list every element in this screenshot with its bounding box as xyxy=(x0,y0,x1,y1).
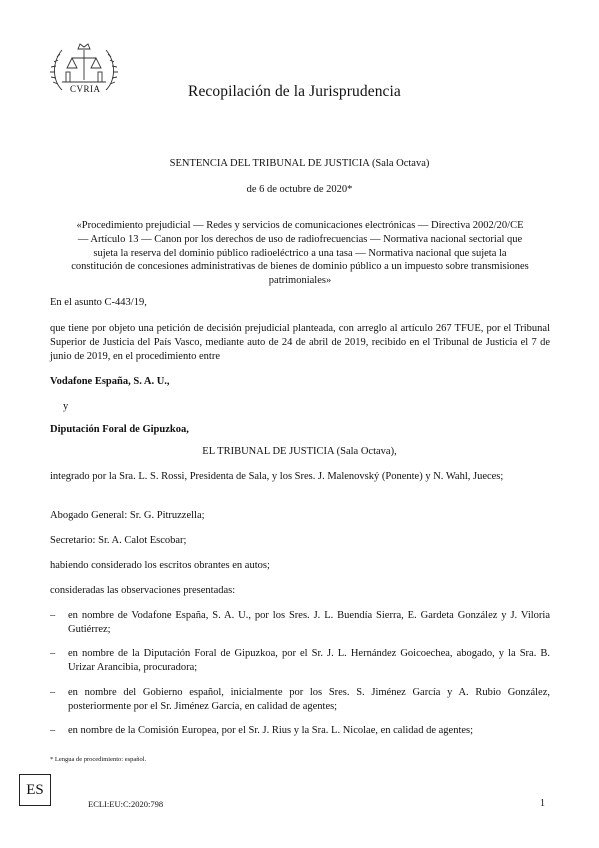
observation-text: en nombre de Vodafone España, S. A. U., por los Sres. J. L. Buendía Sierra, E. Gardeta González y J. Viloria Gutiérrez; xyxy=(68,610,550,635)
list-dash: – xyxy=(50,725,56,736)
intro-paragraph: que tiene por objeto una petición de decisión prejudicial planteada, con arreglo al artículo 267 TFUE, por el Tribunal Superior de Justicia del País Vasco, mediante auto de 24 de abril de 2019, recibido en el Tribunal de Justicia el 7 de junio de 2019, en el procedimiento entre xyxy=(50,323,550,362)
party-defendant: Diputación Foral de Gipuzkoa, xyxy=(50,424,189,435)
publication-title: Recopilación de la Jurisprudencia xyxy=(188,83,401,100)
documents-considered: habiendo considerado los escritos obrantes en autos; xyxy=(50,560,270,571)
list-dash: – xyxy=(50,610,56,621)
list-dash: – xyxy=(50,648,56,659)
judgment-date: de 6 de octubre de 2020* xyxy=(246,184,353,195)
court-line: EL TRIBUNAL DE JUSTICIA (Sala Octava), xyxy=(202,446,397,457)
list-dash: – xyxy=(50,687,56,698)
registrar: Secretario: Sr. A. Calot Escobar; xyxy=(50,535,187,546)
observation-text: en nombre de la Diputación Foral de Gipuzkoa, por el Sr. J. L. Hernández Goicoechea, abogado, y la Sra. B. Urizar Arancibia, procuradora; xyxy=(68,648,550,673)
party-conjunction: y xyxy=(63,401,69,412)
advocate-general: Abogado General: Sr. G. Pitruzzella; xyxy=(50,510,205,521)
observation-text: en nombre del Gobierno español, inicialmente por los Sres. S. Jiménez García y A. Rubio González, posteriormente por el Sr. Jiménez García, en calidad de agentes; xyxy=(68,687,550,712)
observation-text: en nombre de la Comisión Europea, por el Sr. J. Rius y la Sra. L. Nicolae, en calidad de agentes; xyxy=(68,725,474,736)
footnote: * Lengua de procedimiento: español. xyxy=(50,756,147,763)
ecli-identifier: ECLI:EU:C:2020:798 xyxy=(88,799,164,809)
logo-text: CVRIA xyxy=(70,84,101,94)
court-composition: integrado por la Sra. L. S. Rossi, Presidenta de Sala, y los Sres. J. Malenovský (Ponente) y N. Wahl, Jueces; xyxy=(50,471,504,482)
judgment-subject: «Procedimiento prejudicial — Redes y servicios de comunicaciones electrónicas — Directiva 2002/20/CE — Artículo 13 — Canon por los derechos de uso de radiofrecuencias — Normativa nacional sectorial que sujeta la reserva del dominio público radioeléctrico a una tasa — Normativa nacional que sujeta la constitución de concesiones administrativas de bienes de dominio público a un impuesto sobre transmisiones patrimoniales» xyxy=(71,220,529,287)
language-code-box: ES xyxy=(19,774,51,806)
observations-intro: consideradas las observaciones presentadas: xyxy=(50,585,236,596)
judgment-heading: SENTENCIA DEL TRIBUNAL DE JUSTICIA (Sala Octava) xyxy=(169,158,430,169)
page-number: 1 xyxy=(540,798,545,809)
party-applicant: Vodafone España, S. A. U., xyxy=(50,376,170,387)
court-logo xyxy=(48,40,120,98)
case-number: En el asunto C-443/19, xyxy=(50,297,147,308)
